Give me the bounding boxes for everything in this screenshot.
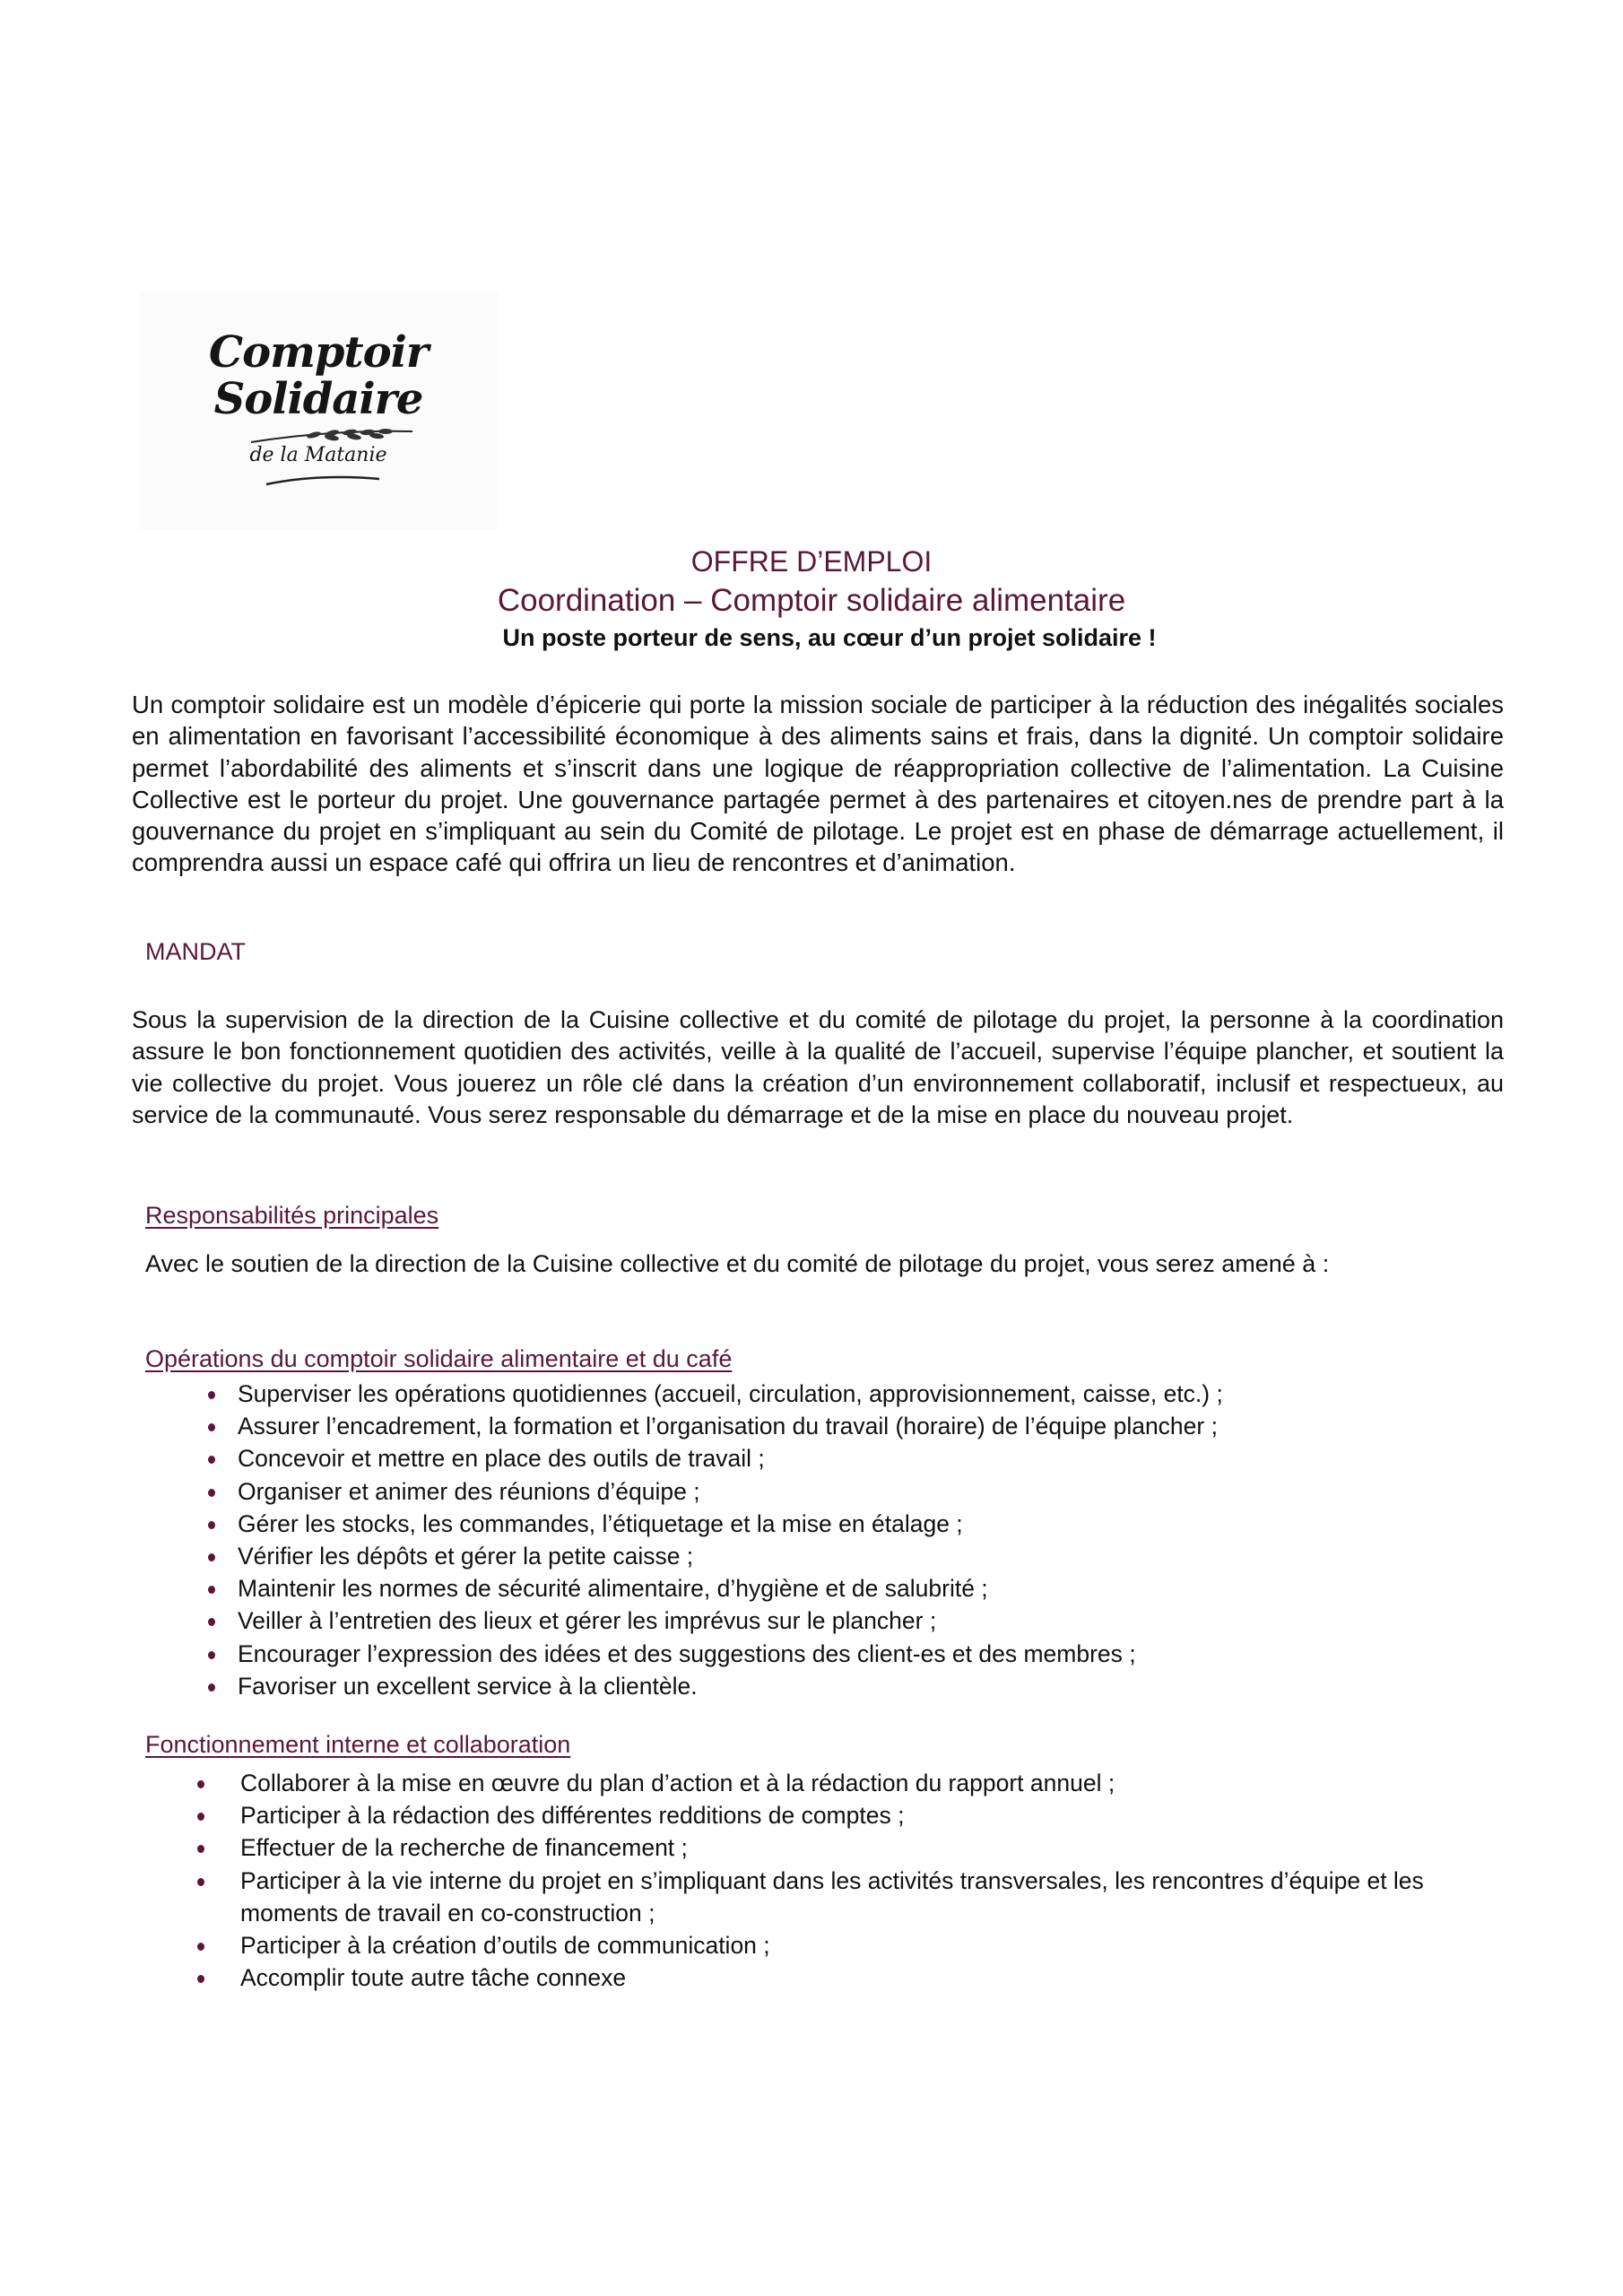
mandat-paragraph: Sous la supervision de la direction de la Cuisine collective et du comité de pilotage du projet, la personne à la coordination assure le bon fonctionnement quotidien des activités, veille à la qualité de l’accueil, supervise l’équipe plancher, et soutient la vie collective du projet. Vous jouerez un rôle clé dans la création d’un environnement collaboratif, inclusif et respectueux, au service de la communauté. Vous serez responsable du démarrage et de la mise en place du nouveau projet. (132, 1006, 1504, 1128)
bullet-icon (197, 1878, 204, 1886)
list-item: Effectuer de la recherche de financement ; (240, 1831, 1514, 1864)
bullet-icon (197, 1943, 204, 1951)
bullet-icon (208, 1489, 215, 1497)
bullet-icon (208, 1456, 215, 1464)
bullet-icon (208, 1423, 215, 1431)
list-item: Participer à la création d’outils de communication ; (240, 1929, 1514, 1961)
logo-line-2: Solidaire (213, 374, 423, 424)
operations-list (238, 1378, 1493, 1702)
bullet-icon (208, 1521, 215, 1529)
list-item: Accomplir toute autre tâche connexe (240, 1961, 1514, 1994)
bullet-icon (208, 1683, 215, 1692)
bullet-icon (197, 1975, 204, 1983)
organization-logo (139, 291, 498, 529)
bullet-icon (208, 1553, 215, 1561)
list-item: Vérifier les dépôts et gérer la petite caisse ; (238, 1540, 1493, 1572)
internal-operations-heading: Fonctionnement interne et collaboration (145, 1731, 571, 1758)
list-item: Maintenir les normes de sécurité alimentaire, d’hygiène et de salubrité ; (238, 1572, 1493, 1605)
bullet-icon (197, 1813, 204, 1821)
bullet-icon (208, 1391, 215, 1399)
list-item: Gérer les stocks, les commandes, l’étiquetage et la mise en étalage ; (238, 1508, 1493, 1540)
responsibilities-heading: Responsabilités principales (145, 1202, 439, 1229)
operations-heading: Opérations du comptoir solidaire alimentaire et du café (145, 1345, 733, 1372)
bullet-icon (197, 1780, 204, 1788)
job-title: Coordination – Comptoir solidaire alimentaire (497, 583, 1126, 618)
list-item: Superviser les opérations quotidiennes (accueil, circulation, approvisionnement, caisse, etc.) ; (238, 1378, 1493, 1410)
logo-line-1: Comptoir (208, 327, 429, 378)
list-item: Participer à la vie interne du projet en s’impliquant dans les activités transversales, les rencontres d’équipe et les moments de travail en co-construction ; (240, 1865, 1514, 1929)
list-item: Veiller à l’entretien des lieux et gérer les imprévus sur le plancher ; (238, 1605, 1493, 1637)
mandat-heading: MANDAT (145, 938, 246, 965)
list-item: Collaborer à la mise en œuvre du plan d’action et à la rédaction du rapport annuel ; (240, 1767, 1514, 1799)
list-item: Favoriser un excellent service à la clientèle. (238, 1670, 1493, 1702)
bullet-icon (208, 1586, 215, 1594)
list-item: Organiser et animer des réunions d’équipe ; (238, 1475, 1493, 1508)
list-item: Participer à la rédaction des différentes redditions de comptes ; (240, 1799, 1514, 1831)
logo-line-3: de la Matanie (249, 444, 387, 466)
list-item: Encourager l’expression des idées et des suggestions des client-es et des membres ; (238, 1638, 1493, 1670)
list-item: Concevoir et mettre en place des outils de travail ; (238, 1442, 1493, 1474)
list-item: Assurer l’encadrement, la formation et l’organisation du travail (horaire) de l’équipe plancher ; (238, 1410, 1493, 1442)
bullet-icon (197, 1845, 204, 1853)
logo-swash-decoration (265, 475, 381, 486)
wheat-icon (251, 426, 412, 444)
document-title: OFFRE D’EMPLOI (690, 545, 933, 578)
bullet-icon (208, 1618, 215, 1626)
bullet-icon (208, 1651, 215, 1659)
tagline: Un poste porteur de sens, au cœur d’un projet solidaire ! (502, 624, 1157, 651)
intro-paragraph: Un comptoir solidaire est un modèle d’épicerie qui porte la mission sociale de participer à la réduction des inégalités sociales en alimentation en favorisant l’accessibilité économique à des aliments sains et frais, dans la dignité. Un comptoir solidaire permet l’abordabilité des aliments et s’inscrit dans une logique de réappropriation collective de l’alimentation. La Cuisine Collective est le porteur du projet. Une gouvernance partagée permet à des partenaires et citoyen.nes de prendre part à la gouvernance du projet en s’impliquant au sein du Comité de pilotage. Le projet est en phase de démarrage actuellement, il comprendra aussi un espace café qui offrira un lieu de rencontres et d’animation. (132, 691, 1504, 877)
responsibilities-intro: Avec le soutien de la direction de la Cuisine collective et du comité de pilotage du projet, vous serez amené à : (145, 1250, 1330, 1277)
internal-operations-list (240, 1767, 1514, 1994)
